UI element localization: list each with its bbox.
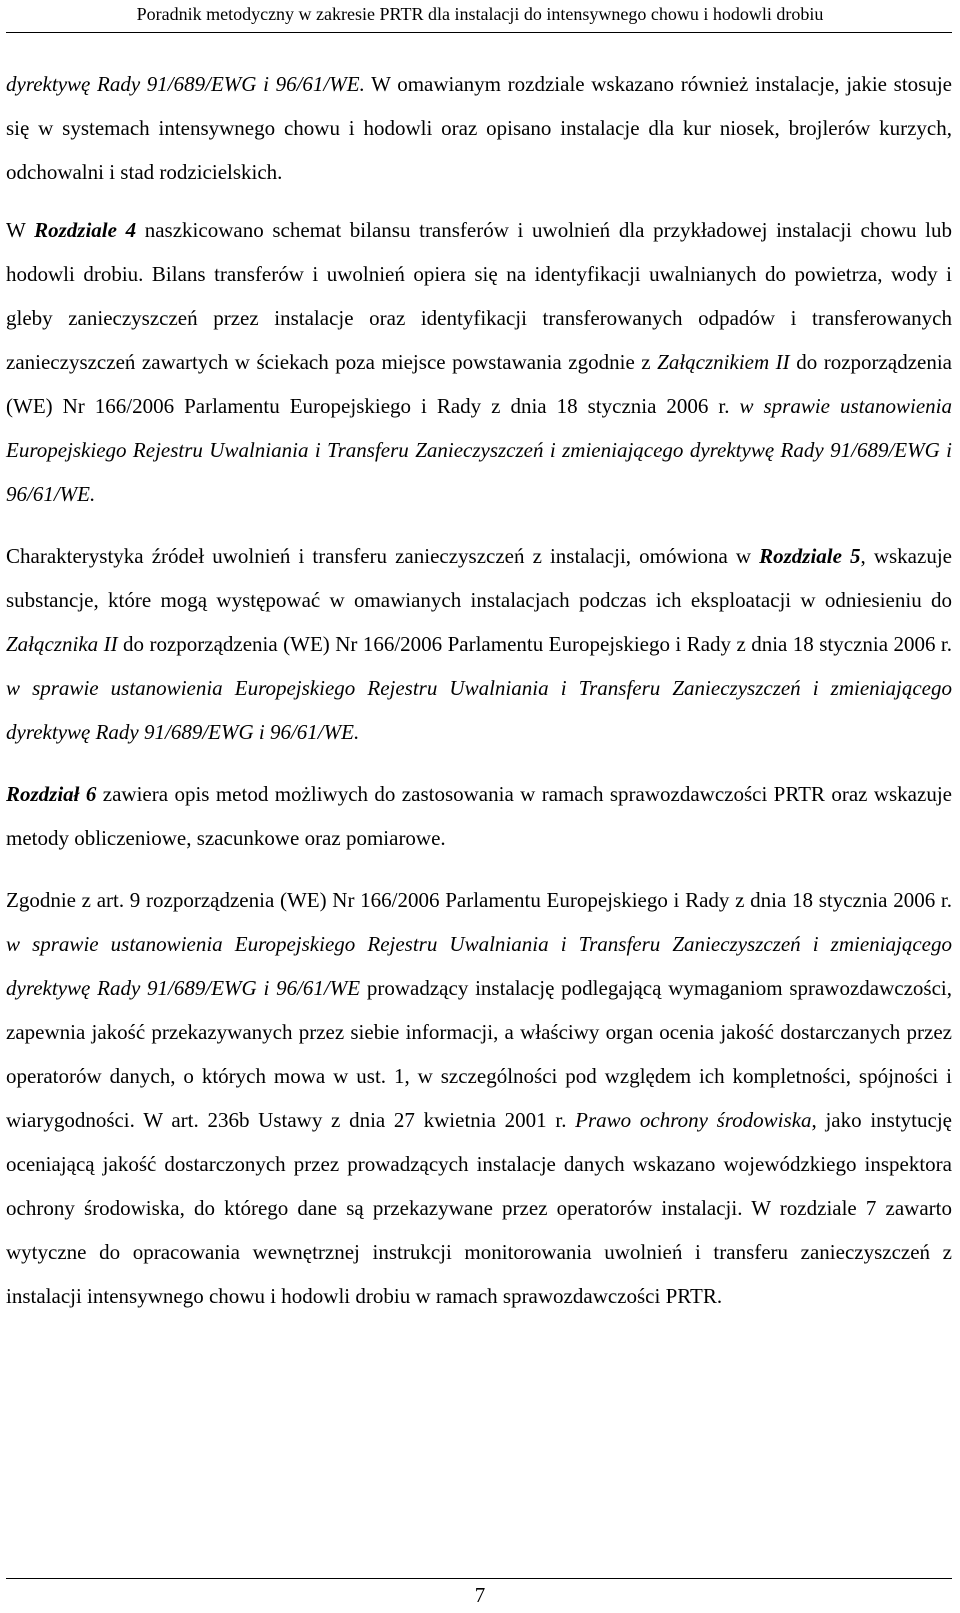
text: Charakterystyka źródeł uwolnień i transferu zanieczyszczeń z instalacji, omówiona w [6, 544, 760, 568]
paragraph-3 [6, 534, 952, 754]
header-title: Poradnik metodyczny w zakresie PRTR dla instalacji do intensywnego chowu i hodowli drobiu [136, 4, 824, 24]
text: W [6, 218, 35, 242]
page-body [6, 62, 952, 1318]
text-bold-italic: Rozdziale 5 [759, 544, 861, 568]
text: , wskazuje substancje, które mogą występować w omawianych instalacjach podczas ich eksploatacji w odniesieniu do [6, 544, 952, 612]
text: Zgodnie z art. 9 rozporządzenia (WE) Nr 166/2006 Parlamentu Europejskiego i Rady z dnia 18 stycznia 2006 r. [6, 888, 952, 912]
text-italic: w sprawie ustanowienia Europejskiego Rejestru Uwalniania i Transferu Zanieczyszczeń i zmieniającego dyrektywę Rady 91/689/EWG i 96/61/WE. [6, 394, 952, 506]
text: do rozporządzenia (WE) Nr 166/2006 Parlamentu Europejskiego i Rady z dnia 18 stycznia 2006 r. [6, 350, 952, 418]
header-divider [6, 32, 952, 33]
text-bold-italic: Rozdział 6 [6, 782, 97, 806]
text-italic: Załącznikiem II [657, 350, 790, 374]
text: zawiera opis metod możliwych do zastosowania w ramach sprawozdawczości PRTR oraz wskazuje metody obliczeniowe, szacunkowe oraz pomiarowe. [6, 782, 952, 850]
text: do rozporządzenia (WE) Nr 166/2006 Parlamentu Europejskiego i Rady z dnia 18 stycznia 2006 r. [117, 632, 952, 656]
text-italic: dyrektywę Rady 91/689/EWG i 96/61/WE. [6, 72, 365, 96]
text: naszkicowano schemat bilansu transferów i uwolnień dla przykładowej instalacji chowu lub hodowli drobiu. Bilans transferów i uwolnień opiera się na identyfikacji uwalnianych do powietrza, wody i gleby zanieczyszczeń przez instalacje oraz identyfikacji transferowanych odpadów i transferowanych zanieczyszczeń zawartych w ściekach poza miejsce powstawania zgodnie z [6, 218, 952, 374]
paragraph-2 [6, 208, 952, 516]
text-bold-italic: Rozdziale 4 [34, 218, 137, 242]
text-italic: w sprawie ustanowienia Europejskiego Rejestru Uwalniania i Transferu Zanieczyszczeń i zmieniającego dyrektywę Rady 91/689/EWG i 96/61/WE. [6, 676, 952, 744]
paragraph-1 [6, 62, 952, 190]
text: W omawianym rozdziale wskazano również instalacje, jakie stosuje się w systemach intensywnego chowu i hodowli oraz opisano instalacje dla kur niosek, brojlerów kurzych, odchowalni i stad rodzicielskich. [6, 72, 952, 184]
text: prowadzący instalację podlegającą wymaganiom sprawozdawczości, zapewnia jakość przekazywanych przez siebie informacji, a właściwy organ ocenia jakość dostarczanych przez operatorów danych, o których mowa w ust. 1, w szczególności pod względem ich kompletności, spójności i wiarygodności. W art. 236b Ustawy z dnia 27 kwietnia 2001 r. [6, 976, 952, 1132]
text-italic: Załącznika II [6, 632, 118, 656]
running-header [0, 0, 960, 32]
text: , jako instytucję oceniającą jakość dostarczonych przez prowadzących instalacje danych wskazano wojewódzkiego inspektora ochrony środowiska, do którego dane są przekazywane przez operatorów instalacji. W rozdziale 7 zawarto wytyczne do opracowania wewnętrznej instrukcji monitorowania uwolnień i transferu zanieczyszczeń z instalacji intensywnego chowu i hodowli drobiu w ramach sprawozdawczości PRTR. [6, 1108, 952, 1308]
footer-divider [6, 1578, 952, 1579]
page-number-text: 7 [474, 1583, 486, 1607]
text-italic: w sprawie ustanowienia Europejskiego Rejestru Uwalniania i Transferu Zanieczyszczeń i zmieniającego dyrektywę Rady 91/689/EWG i 96/61/WE [6, 932, 952, 1000]
paragraph-4 [6, 772, 952, 860]
text-italic: Prawo ochrony środowiska [575, 1108, 812, 1132]
paragraph-5 [6, 878, 952, 1318]
page-number [0, 1582, 960, 1608]
